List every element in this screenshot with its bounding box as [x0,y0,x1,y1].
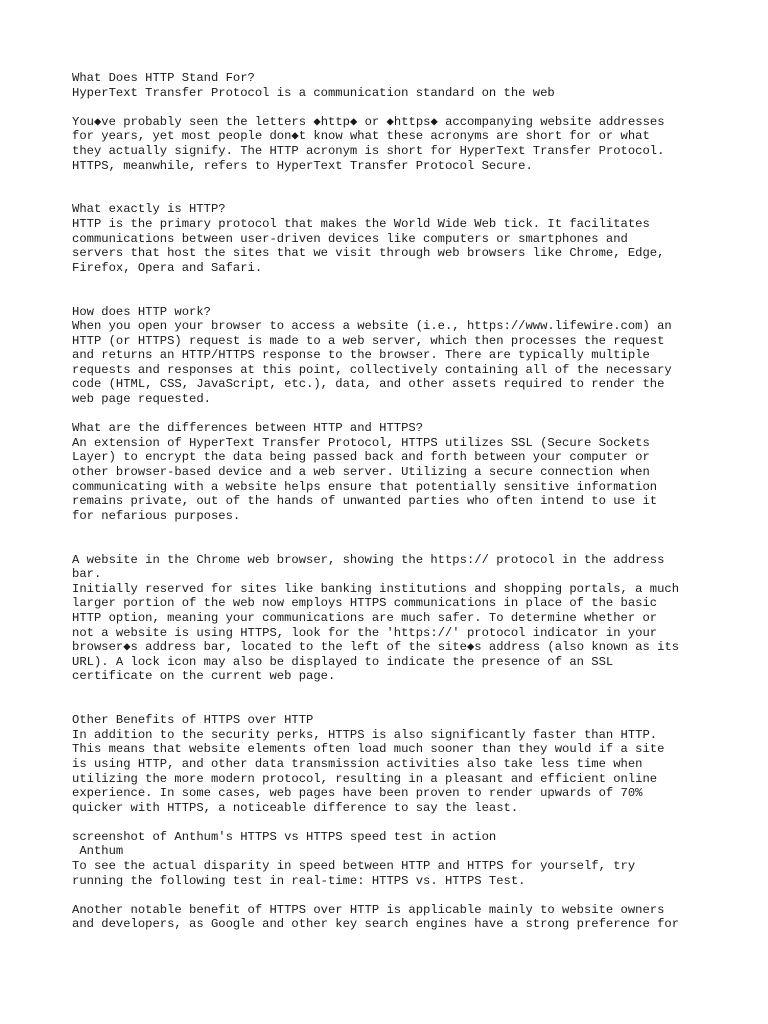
blank-line [72,407,712,422]
text-line: larger portion of the web now employs HTTPS communications in place of the basic [72,596,658,611]
text-line: and returns an HTTP/HTTPS response to the browser. There are typically multiple [72,348,650,363]
document-body [72,71,712,932]
blank-line [72,699,712,714]
blank-line [72,523,712,538]
text-line: How does HTTP work? [72,304,211,319]
text-line: servers that host the sites that we visit through web browsers like Chrome, Edge, [72,246,665,261]
text-line: HTTP option, meaning your communications are much safer. To determine whether or [72,610,658,625]
text-line: An extension of HyperText Transfer Protocol, HTTPS utilizes SSL (Secure Sockets [72,435,650,450]
text-line: bar. [72,567,102,582]
text-line: HTTP is the primary protocol that makes the World Wide Web tick. It facilitates [72,216,650,231]
blank-line [72,173,712,188]
blank-line [72,100,712,115]
text-line: is using HTTP, and other data transmission activities also take less time when [72,756,643,771]
text-line: screenshot of Anthum's HTTPS vs HTTPS speed test in action [72,829,497,844]
blank-line [72,538,712,553]
text-line: HTTPS, meanwhile, refers to HyperText Transfer Protocol Secure. [72,158,533,173]
text-line: A website in the Chrome web browser, showing the https:// protocol in the address [72,552,665,567]
text-line: remains private, out of the hands of unwanted parties who often intend to use it [72,494,658,509]
text-line: quicker with HTTPS, a noticeable difference to say the least. [72,800,519,815]
text-line: web page requested. [72,392,211,407]
text-line: experience. In some cases, web pages have been proven to render upwards of 70% [72,786,643,801]
blank-line [72,290,712,305]
text-line: browser◆s address bar, located to the left of the site◆s address (also known as its [72,640,680,655]
text-line: This means that website elements often load much sooner than they would if a site [72,742,665,757]
text-line: When you open your browser to access a website (i.e., https://www.lifewire.com) an [72,319,672,334]
text-line: other browser-based device and a web server. Utilizing a secure connection when [72,465,650,480]
text-line: Anthum [72,844,124,859]
text-line: Layer) to encrypt the data being passed back and forth between your computer or [72,450,650,465]
text-line: code (HTML, CSS, JavaScript, etc.), data, and other assets required to render the [72,377,665,392]
text-line: To see the actual disparity in speed between HTTP and HTTPS for yourself, try [72,859,636,874]
text-line: What exactly is HTTP? [72,202,226,217]
text-line: for nefarious purposes. [72,508,241,523]
text-line: communications between user-driven devices like computers or smartphones and [72,231,628,246]
text-line: Initially reserved for sites like banking institutions and shopping portals, a much [72,581,680,596]
text-line: they actually signify. The HTTP acronym is short for HyperText Transfer Protocol. [72,143,665,158]
text-line: HTTP (or HTTPS) request is made to a web server, which then processes the request [72,333,665,348]
text-line: Other Benefits of HTTPS over HTTP [72,713,314,728]
blank-line [72,888,712,903]
text-line: utilizing the more modern protocol, resulting in a pleasant and efficient online [72,771,658,786]
text-line: communicating with a website helps ensure that potentially sensitive information [72,479,658,494]
text-line: URL). A lock icon may also be displayed to indicate the presence of an SSL [72,654,614,669]
text-line: What Does HTTP Stand For? [72,71,255,85]
text-line: In addition to the security perks, HTTPS is also significantly faster than HTTP. [72,727,658,742]
text-line: You◆ve probably seen the letters ◆http◆ or ◆https◆ accompanying website addresses [72,114,665,129]
blank-line [72,684,712,699]
blank-line [72,815,712,830]
text-line: running the following test in real-time: HTTPS vs. HTTPS Test. [72,873,526,888]
text-line: HyperText Transfer Protocol is a communication standard on the web [72,85,555,100]
text-line: Firefox, Opera and Safari. [72,260,263,275]
text-line: certificate on the current web page. [72,669,336,684]
blank-line [72,275,712,290]
text-line: Another notable benefit of HTTPS over HTTP is applicable mainly to website owners [72,902,665,917]
blank-line [72,188,712,203]
text-line: requests and responses at this point, collectively containing all of the necessary [72,362,672,377]
text-line: not a website is using HTTPS, look for the 'https://' protocol indicator in your [72,625,658,640]
text-line: and developers, as Google and other key search engines have a strong preference for [72,917,680,932]
text-line: for years, yet most people don◆t know what these acronyms are short for or what [72,129,650,144]
text-line: What are the differences between HTTP and HTTPS? [72,421,424,436]
